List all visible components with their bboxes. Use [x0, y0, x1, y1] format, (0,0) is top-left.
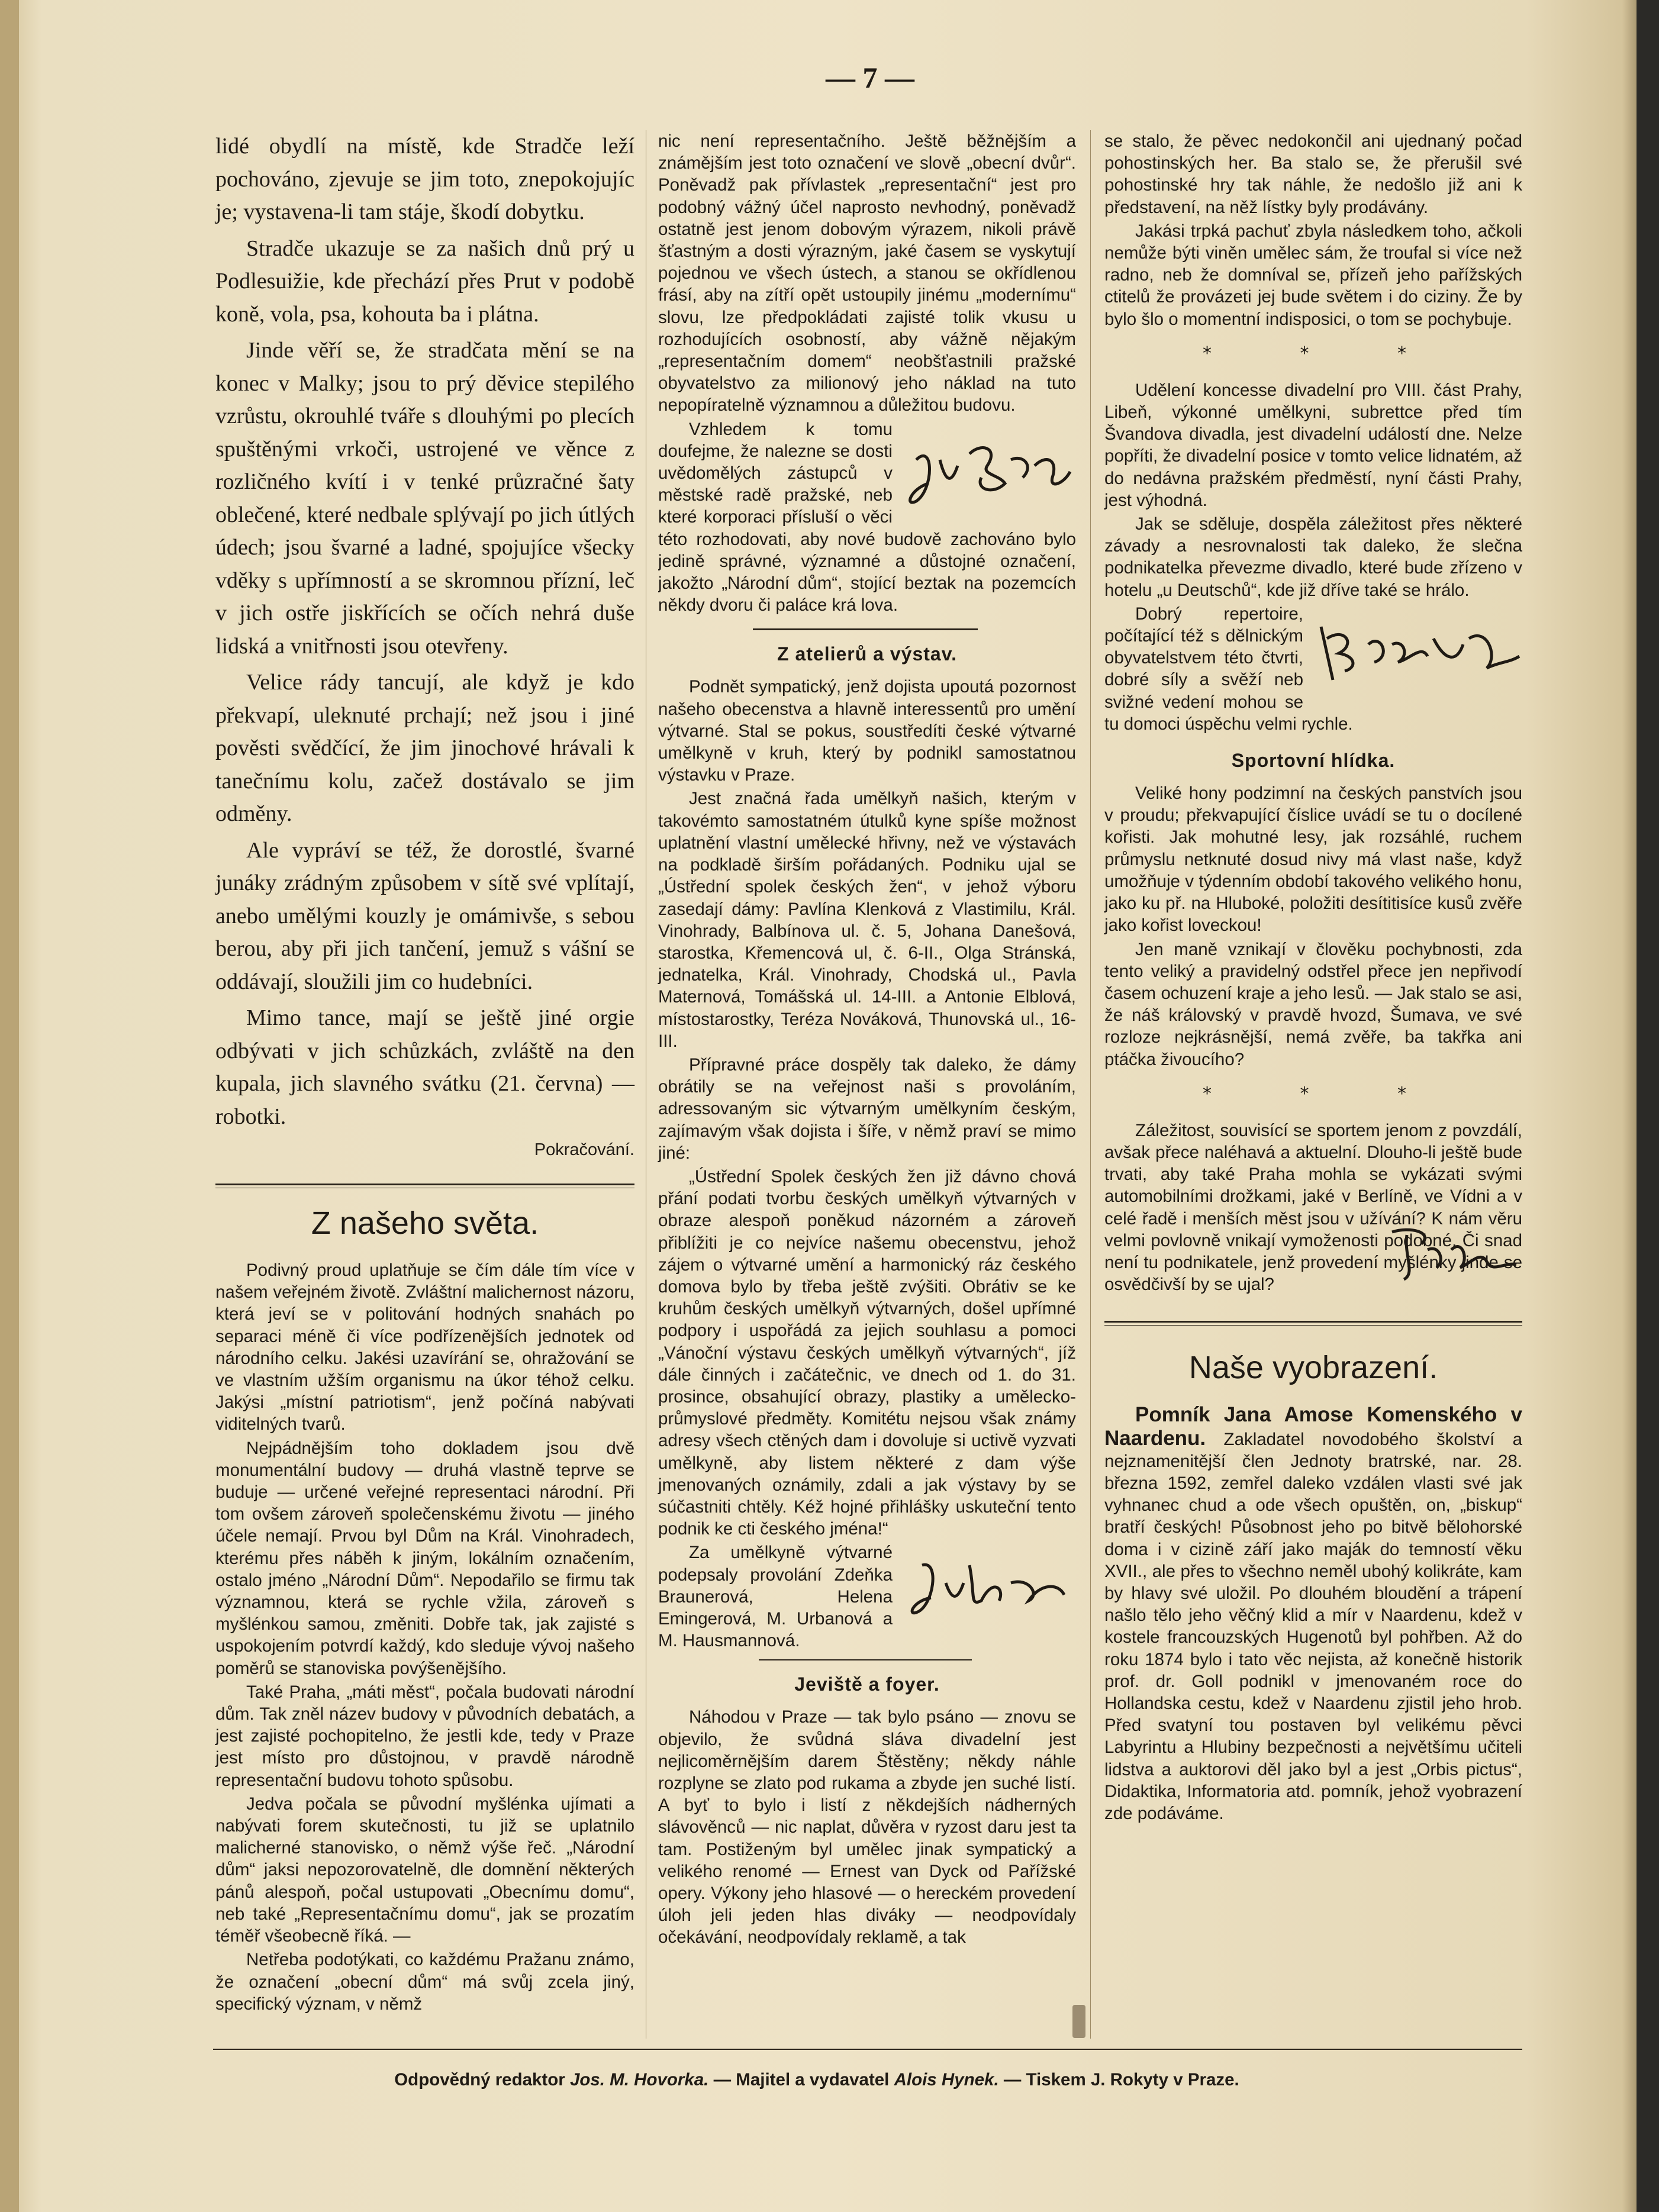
section-heading: Jeviště a foyer.: [794, 1673, 940, 1695]
section-title: Z našeho světa.: [311, 1205, 539, 1241]
paragraph: Nejpádnějším toho dokladem jsou dvě monumentální budovy — druhá vlastně teprve se buduje — určené veřejné representaci národní. Při tom ovšem zároveň společenskému životu — jiného účele nemají. Prvou byl Dům na Král. Vinohradech, kterému přes náběh k jiným, lokálním označením, ostalo jméno „Národní Dům“. Nepodařilo se firmu tak významnou, která se rychle vžila, zároveň s myšlénkou samou, změniti. Dobře tak, jak zajisté s uspokojením potvrdí každý, kdo sleduje vývoj našeho poměrů se stanoviska povýšenějšího.: [215, 1438, 634, 1678]
paragraph: Netřeba podotýkati, co každému Pražanu známo, že označení „obecní dům“ má svůj zcela jiný, specifický význam, v němž: [215, 1950, 634, 2014]
paragraph: Záležitost, souvisící se sportem jenom z povzdálí, avšak přece naléhavá a aktuelní. Dlouho-li ještě bude trvati, aby také Praha mohla se vykázati svými automobilními drožkami, jaké v Berlíně, ve Vídni a v celé řadě i menších měst jsou v užívání? K nám věru velmi povlovně vnikají vymoženosti podobné. Či snad není tu podnikatele, jenž provedení myšlénky jinde se osvědčivší by se ujal?: [1104, 1120, 1522, 1295]
editor-label: Odpovědný redaktor: [394, 2070, 565, 2090]
paragraph-text: Zakladatel novodobého školství a nejznamenitější člen Jednoty bratrské, nar. 28. března 1592, zemřel daleko vzdálen vlasti své jak vyhnanec chud a ode všech opuštěn, on, „biskup“ bratří českých! Působnost jeho po bitvě bělohorské doma i v cizině září jako maják do temností věku XVII., ale přes to všechno neměl ubohý kolikráte, kam by hlavy své uložil. Po dlouhém bloudění a trápení našlo tělo jeho věčný klid a mír v Naardenu, kdež v kostele francouzských Hugenotů byl pohřben. Až do roku 1874 bylo i tato věc nejista, až konečně historik prof. dr. Goll podnikl v jmenovaném roce do Hollandska cestu, kdež v Naardenu zjistil jeho hrob. Před svatyní tou postaven byl velikému pěvci Labyrintu a Hlubiny bezpečnosti a největšímu učiteli lidstva a auktorovi děl jako byl a jest „Orbis pictus“, Didaktika, Informatoria atd. pomník, jehož vyobrazení zde podáváme.: [1104, 1429, 1522, 1823]
short-divider: [759, 1659, 972, 1660]
column-right: [1104, 130, 1522, 1826]
paragraph: Stradče ukazuje se za našich dnů prý u Podlesuižie, kde přechází přes Prut v podobě koně, vola, psa, kohouta ba i plátna.: [215, 236, 634, 327]
publisher-label: — Majitel a vydavatel: [713, 2070, 890, 2090]
paragraph: Dobrý repertoire, počítající též s dělnickým obyvatelstvem této čtvrti, dobré síly a svěží neb svižné vedení mohou se tu domoci úspěchu velmi rychle.: [1104, 604, 1353, 734]
paragraph: Udělení koncesse divadelní pro VIII. část Prahy, Libeň, výkonné umělkyni, subrettce před tím Švandova divadla, jest divadelní událostí dne. Nelze popříti, že divadelní posice v tomto velice lidnatém, až do nedávna pražském předměstí, nyní části Prahy, jest výhodná.: [1104, 380, 1522, 510]
section-stars: * * *: [1202, 343, 1448, 364]
paragraph: Jen maně vznikají v člověku pochybnosti, zda tento veliký a pravidelný odstřel přece jen nepřivodí časem ochuzení kraje a jeho lesů. — Jak stalo se asi, že náš královský v pravdě hvozd, Šumava, ve své rozloze nejkrásnější, nemá zvěře, ba takřka ani ptáčka živoucího?: [1104, 939, 1522, 1069]
paragraph: lidé obydlí na místě, kde Stradče leží pochováno, zjevuje se jim toto, znepokojujíc je; vystavena-li tam stáje, škodí dobytku.: [215, 134, 634, 224]
paragraph: Jest značná řada umělkyň našich, kterým v takovémto samostatném útulků kyne spíše možnost uplatnění vlastní umělecké hřivny, než ve výstavách na podkladě širším pořádaných. Podniku ujal se „Ústřední spolek českých žen“, v jehož výboru zasedají dámy: Pavlína Klenková z Vlastimilu, Král. Vinohrady, Balbínova ul. č. 5, Johana Danešová, starostka, Křemencová ul, č. 6-II., Olga Stránská, jednatelka, Král. Vinohrady, Chodská ul., Pavla Maternová, Tomášská ul. 14-III. a Antonie Elblová, místostarostky, Teréza Nováková, Thunovská ul., 16-III.: [658, 789, 1076, 1051]
page-left-edge: [0, 0, 19, 2212]
signed-paragraph: [658, 1542, 1076, 1653]
paragraph: „Ústřední Spolek českých žen již dávno chová přání podati tvorbu českých umělkyň výtvarných v obraze alespoň poněkud názorném a zároveň přiblížiti je co nejvíce našemu obecenstvu, jehož zájem o výtvarné umění a harmonický ráz českého domova bylo by třeba ještě zvýšiti. Obrátiv se ke kruhům českých umělkyň výtvarných, došel upřímné podpory i uspořádá za jejich souhlasu a pomoci „Vánoční výstavu českých umělkyň výtvarných“, jíž dále činných i začátečnic, ve dnech od 1. do 31. prosince, obsahující obrazy, plastiky a umělecko-průmyslové předměty. Komitétu nejsou však známy adresy všech ctěných dam i dovoluje si uctivě vyzvati umělkyně, aby listem některé z dam výše jmenovaných oznámily, zdali a jak výstavy by se súčastniti chtěly. Kéž hojné přihlášky uskuteční tento podnik ke cti českého jména!“: [658, 1166, 1076, 1539]
signed-paragraph: [1104, 1120, 1522, 1298]
paragraph: Velice rády tancují, ale když je kdo překvapí, uleknuté prchají; než jsou i jiné pověsti svědčící, že jim jinochové hrávali k tanečnímu kolu, začež dostávalo se jim odměny.: [215, 670, 634, 826]
column-left: [215, 130, 634, 2017]
paragraph: nic není representačního. Ještě běžnějším a známějším jest toto označení ve slově „obecní dvůr“. Poněvadž pak přívlastek „representační“ jest pro podobný vážný účel naprosto nevhodný, poněvadž ostatně jest jenom dobovým výrazem, nikoli právě šťastným a dosti výrazným, jaké časem se vyskytují pojednou ve všech ústech, a stanou se okřídlenou frásí, aby na zítří opět ustoupily jinému „modernímu“ slovu, lze předpokládati zajisté tolik vkusu u rozhodujících osobností, aby vážně nějakým „representačním domem“ neobšťastnili pražské obyvatelstvo za milionový jeho náklad na tuto nepopíratelně významnou a důležitou budovu.: [658, 131, 1076, 415]
section-divider: [215, 1184, 634, 1188]
section-stars: * * *: [1202, 1083, 1448, 1104]
paragraph: Podnět sympatický, jenž dojista upoutá pozornost našeho obecenstva a hlavně interessentů pro umění výtvarné. Stal se pokus, soustředíti české výtvarné umělkyně v kruh, který by podnikl samostatnou výstavku v Praze.: [658, 677, 1076, 785]
printer: — Tiskem J. Rokyty v Praze.: [1003, 2070, 1239, 2090]
paragraph: Vzhledem k tomu doufejme, že nalezne se dosti uvědomělých zástupců v městské radě pražské, neb které korporaci přísluší o věci této rozhodovati, aby nové budově zachováno bylo jedině správné, významné a důstojné označení, jakožto „Národní dům“, stojící beztak na pozemcích někdy dvoru či paláce krá lova.: [658, 419, 1076, 615]
signature-image: [1309, 603, 1522, 698]
page-right-edge: [1637, 0, 1659, 2212]
paragraph: Přípravné práce dospěly tak daleko, že dámy obrátily se na veřejnost naši s provoláním, adressovaným sic výtvarným umělkyním českým, zajímavým však dojista i šíře, v němž praví se mimo jiné:: [658, 1055, 1076, 1163]
signature-image: [898, 1542, 1076, 1624]
paragraph: se stalo, že pěvec nedokončil ani ujednaný počad pohostinských her. Ba stalo se, že přerušil své pohostinské hry tak náhle, že nedošlo již ani k představení, na něž lístky byly prodávány.: [1104, 131, 1522, 217]
paragraph: Jinde věří se, že stradčata mění se na konec v Malky; jsou to prý děvice stepilého vzrůstu, okrouhlé tváře s dlouhými po plecích spuštěnými vrkoči, ustrojené ve věnce z rozličného kvítí i v tenké průzračné šaty oblečené, které nedbale splývají po jich útlých údech; jsou švarné a ladné, spojujíce všecky vděky s upřímností a se skromnou přízní, leč v jich ostře jiskřících se očích nehrá duše lidská a vnitřnosti jsou otevřeny.: [215, 338, 634, 659]
signature-image: [898, 418, 1076, 519]
page-right-shadow: [1622, 0, 1637, 2212]
continued-note: Pokračování.: [534, 1140, 634, 1159]
page-number: — 7 —: [826, 61, 914, 94]
paragraph: Ale vypráví se též, že dorostlé, švarné junáky zrádným způsobem v sítě své vplítají, anebo umělými kouzly je omámivše, s sebou berou, aby při jich tančení, jemuž s vášní se oddávají, sloužili jim co hudebníci.: [215, 837, 634, 994]
signed-paragraph: [658, 418, 1076, 618]
paragraph: Jedva počala se původní myšlénka ujímati a nabývati forem skutečnosti, tu již se uplatnilo malicherné stanovisko, o němž výše řeč. „Národní dům“ jaksi nepozorovatelně, dle domnění některých pánů alespoň, počal ustupovati „Obecnímu domu“, neb také „Representačnímu domu“, jak se prozatím téměř všeobecně říká. —: [215, 1794, 634, 1946]
paragraph: Za umělkyně výtvarné podepsaly provolání Zdeňka Braunerová, Helena Emingerová, M. Urbanová a M. Hausmannová.: [658, 1543, 893, 1651]
publisher-name: Alois Hynek.: [894, 2070, 999, 2090]
section-title: Naše vyobrazení.: [1188, 1350, 1438, 1386]
paragraph: Náhodou v Praze — tak bylo psáno — znovu se objevilo, že svůdná sláva divadelní jest nejlicoměrnějším darem Štěstěny; někdy náhle rozplyne se zlato pod rukama a zbyde jen suché listí. A byť to bylo i listí z někdejších nádherných slávověnců — nic naplat, důvěra v ryzost daru jest ta tam. Postiženým byl umělec jinak sympatický a velikého renomé — Ernest van Dyck od Pařížské opery. Výkony jeho hlasové — o hereckém provedení úloh jeli jeden hlas diváky — neodpovídaly očekávání, neodpovídaly reklamě, a tak: [658, 1707, 1076, 1947]
section-heading: Sportovní hlídka.: [1231, 750, 1396, 772]
article-heading: Pomník Jana Amose Komenského v Naardenu.: [1104, 1403, 1522, 1450]
column-middle: [658, 130, 1076, 1950]
paragraph: Jak se sděluje, dospěla záležitost přes některé závady a nesrovnalosti tak daleko, že slečna podnikatelka převezme divadlo, které bude zřízeno v hotelu „u Deutschů“, kde již dříve také se hrálo.: [1104, 514, 1522, 600]
short-divider: [753, 628, 978, 630]
footer-rule: [213, 2049, 1522, 2050]
paragraph: Mimo tance, mají se ještě jiné orgie odbývati v jich schůzkách, zvláště na den kupala, jich slavného svátku (21. června) — robotki.: [215, 1005, 634, 1129]
column-separator: [1090, 130, 1091, 2039]
paragraph: Jakási trpká pachuť zbyla následkem toho, ačkoli nemůže býti viněn umělec sám, že troufal si více než radno, neb že domníval se, přízeň jeho pařížských ctitelů že provázeti jej bude světem i do ciziny. Že by bylo šlo o momentní indisposici, o tom se pochybuje.: [1104, 221, 1522, 329]
ink-stain: [1072, 2005, 1085, 2038]
paragraph: Také Praha, „máti měst“, počala budovati národní dům. Tak zněl název budovy v původních debatách, a jest zajisté pochopitelno, že jestli kde, tedy v Praze jest místo pro důstojnou, v pravdě národně representační budovu tohoto spůsobu.: [215, 1682, 634, 1790]
footer-imprint: [355, 2070, 1278, 2090]
section-heading: Z atelierů a výstav.: [777, 643, 957, 665]
signed-paragraph: [1104, 603, 1522, 737]
paragraph: Veliké hony podzimní na českých panstvích jsou v proudu; překvapující číslice uvádí se tu o docílené kořisti. Jak mohutné lesy, jak rozsáhlé, ruchem průmyslu netknuté dosud nivy má vlast naše, když umožňuje v týdenním období takového velikého honu, jako ku př. na Hluboké, položiti desítitisíce kusů zvěře jako kořist loveckou!: [1104, 783, 1522, 936]
section-divider: [1104, 1321, 1522, 1326]
paragraph: [1104, 1404, 1522, 1824]
paragraph: Podivný proud uplatňuje se čím dále tím více v našem veřejném životě. Zvláštní malichernost názoru, která jeví se v politování hodných snahách po separaci méně či více podřízenějších jednotek od národního celku. Jakési uzavírání se, ohražování se ve vlastním užším organismu na úkor téhož celku. Jakýsi „místní patriotism“, jenž počíná nabývati viditelných tvarů.: [215, 1260, 634, 1434]
editor-name: Jos. M. Hovorka.: [569, 2070, 709, 2090]
